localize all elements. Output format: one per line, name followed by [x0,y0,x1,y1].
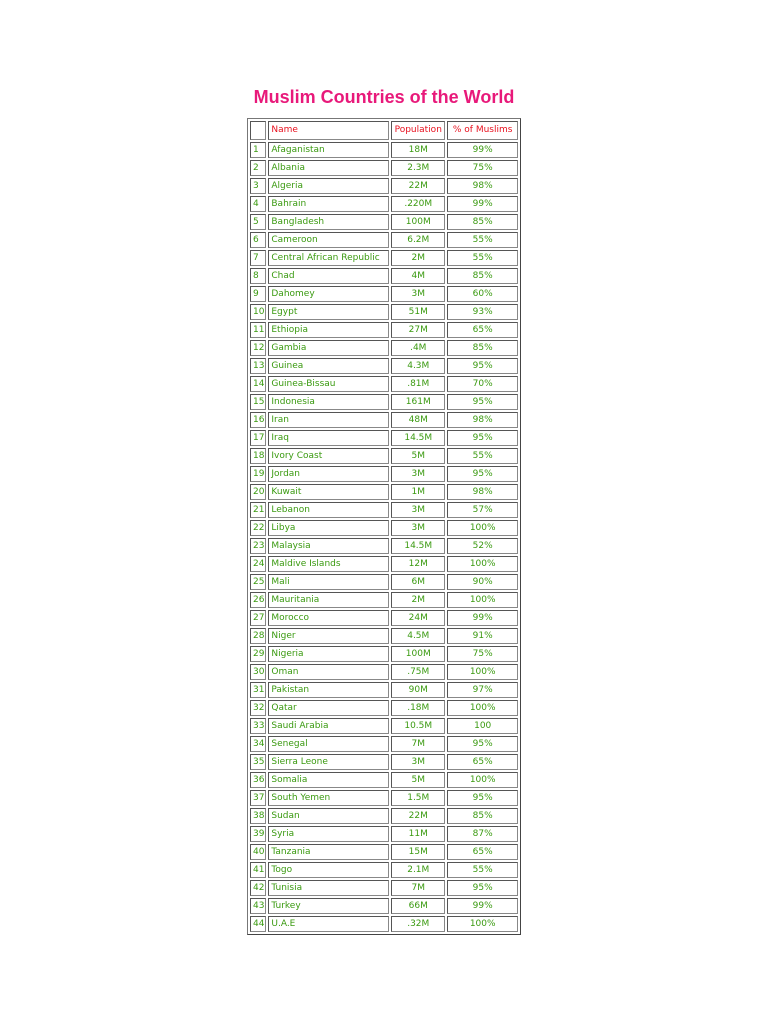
row-number: 20 [250,484,266,500]
percent-muslims-value: 65% [447,322,518,338]
table-row [250,412,518,428]
row-number: 10 [250,304,266,320]
population-value: 22M [391,178,445,194]
percent-muslims-value: 100% [447,664,518,680]
percent-muslims-value: 95% [447,466,518,482]
table-row [250,592,518,608]
row-number: 29 [250,646,266,662]
population-value: 11M [391,826,445,842]
row-number: 9 [250,286,266,302]
countries-table-container [247,118,521,935]
row-number: 14 [250,376,266,392]
percent-muslims-value: 99% [447,196,518,212]
row-number: 8 [250,268,266,284]
country-name: South Yemen [268,790,389,806]
row-number: 38 [250,808,266,824]
countries-table [247,118,521,935]
percent-muslims-value: 90% [447,574,518,590]
population-value: .75M [391,664,445,680]
row-number: 15 [250,394,266,410]
table-row [250,142,518,158]
percent-muslims-value: 100% [447,700,518,716]
table-row [250,574,518,590]
table-row [250,502,518,518]
row-number: 1 [250,142,266,158]
country-name: Maldive Islands [268,556,389,572]
population-value: 10.5M [391,718,445,734]
percent-muslims-value: 55% [447,448,518,464]
row-number: 7 [250,250,266,266]
table-row [250,898,518,914]
table-header-row [250,121,518,140]
population-value: 6M [391,574,445,590]
country-name: Morocco [268,610,389,626]
percent-muslims-value: 100 [447,718,518,734]
row-number: 5 [250,214,266,230]
population-value: 90M [391,682,445,698]
percent-muslims-value: 87% [447,826,518,842]
row-number: 26 [250,592,266,608]
country-name: Libya [268,520,389,536]
country-name: Niger [268,628,389,644]
table-row [250,304,518,320]
country-name: Dahomey [268,286,389,302]
page-title: Muslim Countries of the World [253,87,515,107]
population-value: .4M [391,340,445,356]
percent-muslims-value: 65% [447,754,518,770]
population-value: 4.3M [391,358,445,374]
country-name: Turkey [268,898,389,914]
percent-muslims-value: 75% [447,646,518,662]
country-name: Sierra Leone [268,754,389,770]
country-name: Tunisia [268,880,389,896]
row-number: 32 [250,700,266,716]
table-row [250,538,518,554]
row-number: 13 [250,358,266,374]
country-name: Afaganistan [268,142,389,158]
country-name: Senegal [268,736,389,752]
row-number: 12 [250,340,266,356]
table-row [250,376,518,392]
table-row [250,160,518,176]
population-value: 27M [391,322,445,338]
table-row [250,232,518,248]
population-value: 4M [391,268,445,284]
table-row [250,844,518,860]
population-value: 1M [391,484,445,500]
country-name: Guinea [268,358,389,374]
table-row [250,772,518,788]
percent-muslims-value: 52% [447,538,518,554]
population-value: .32M [391,916,445,932]
table-row [250,430,518,446]
country-name: Chad [268,268,389,284]
population-value: 3M [391,520,445,536]
percent-muslims-value: 100% [447,556,518,572]
row-number: 36 [250,772,266,788]
percent-muslims-value: 91% [447,628,518,644]
table-row [250,520,518,536]
country-name: Jordan [268,466,389,482]
population-value: 7M [391,880,445,896]
percent-muslims-value: 55% [447,250,518,266]
row-number: 40 [250,844,266,860]
country-name: Bahrain [268,196,389,212]
population-value: 3M [391,754,445,770]
population-value: .220M [391,196,445,212]
percent-muslims-value: 85% [447,268,518,284]
percent-muslims-value: 57% [447,502,518,518]
row-number: 16 [250,412,266,428]
table-row [250,862,518,878]
row-number: 21 [250,502,266,518]
country-name: Central African Republic [268,250,389,266]
percent-muslims-value: 100% [447,916,518,932]
row-number: 27 [250,610,266,626]
table-row [250,682,518,698]
table-row [250,700,518,716]
country-name: Saudi Arabia [268,718,389,734]
country-name: Guinea-Bissau [268,376,389,392]
population-value: 2.1M [391,862,445,878]
percent-muslims-value: 85% [447,214,518,230]
population-value: 3M [391,286,445,302]
country-name: Syria [268,826,389,842]
population-value: 4.5M [391,628,445,644]
header-num [250,121,266,140]
country-name: Togo [268,862,389,878]
table-row [250,340,518,356]
population-value: 14.5M [391,430,445,446]
row-number: 43 [250,898,266,914]
percent-muslims-value: 98% [447,178,518,194]
population-value: 2.3M [391,160,445,176]
table-row [250,448,518,464]
population-value: 12M [391,556,445,572]
row-number: 24 [250,556,266,572]
percent-muslims-value: 85% [447,808,518,824]
percent-muslims-value: 100% [447,520,518,536]
percent-muslims-value: 99% [447,898,518,914]
header-population: Population [391,121,445,140]
percent-muslims-value: 65% [447,844,518,860]
row-number: 42 [250,880,266,896]
country-name: Kuwait [268,484,389,500]
table-row [250,646,518,662]
header-name: Name [268,121,389,140]
country-name: Ethiopia [268,322,389,338]
country-name: Tanzania [268,844,389,860]
population-value: 1.5M [391,790,445,806]
row-number: 18 [250,448,266,464]
row-number: 2 [250,160,266,176]
population-value: 5M [391,448,445,464]
table-row [250,790,518,806]
country-name: Mali [268,574,389,590]
table-row [250,178,518,194]
percent-muslims-value: 95% [447,358,518,374]
table-row [250,196,518,212]
percent-muslims-value: 95% [447,430,518,446]
country-name: Iraq [268,430,389,446]
header-percent-muslims: % of Muslims [447,121,518,140]
percent-muslims-value: 55% [447,232,518,248]
row-number: 3 [250,178,266,194]
row-number: 11 [250,322,266,338]
table-row [250,826,518,842]
table-row [250,484,518,500]
table-row [250,736,518,752]
row-number: 23 [250,538,266,554]
table-row [250,628,518,644]
population-value: .18M [391,700,445,716]
country-name: Nigeria [268,646,389,662]
table-row [250,286,518,302]
country-name: Algeria [268,178,389,194]
population-value: 6.2M [391,232,445,248]
row-number: 41 [250,862,266,878]
table-row [250,718,518,734]
table-row [250,322,518,338]
country-name: Iran [268,412,389,428]
row-number: 34 [250,736,266,752]
table-row [250,808,518,824]
table-row [250,466,518,482]
row-number: 19 [250,466,266,482]
percent-muslims-value: 95% [447,736,518,752]
percent-muslims-value: 99% [447,142,518,158]
population-value: 18M [391,142,445,158]
table-row [250,214,518,230]
country-name: Indonesia [268,394,389,410]
table-row [250,754,518,770]
row-number: 28 [250,628,266,644]
country-name: Pakistan [268,682,389,698]
table-row [250,610,518,626]
country-name: Bangladesh [268,214,389,230]
percent-muslims-value: 70% [447,376,518,392]
row-number: 25 [250,574,266,590]
country-name: Oman [268,664,389,680]
population-value: 24M [391,610,445,626]
population-value: 3M [391,502,445,518]
table-row [250,916,518,932]
population-value: 100M [391,214,445,230]
population-value: 3M [391,466,445,482]
country-name: Qatar [268,700,389,716]
table-row [250,880,518,896]
population-value: 7M [391,736,445,752]
country-name: Gambia [268,340,389,356]
percent-muslims-value: 98% [447,412,518,428]
population-value: 2M [391,250,445,266]
percent-muslims-value: 55% [447,862,518,878]
row-number: 33 [250,718,266,734]
population-value: 14.5M [391,538,445,554]
table-row [250,664,518,680]
row-number: 17 [250,430,266,446]
country-name: Cameroon [268,232,389,248]
population-value: 48M [391,412,445,428]
percent-muslims-value: 100% [447,772,518,788]
row-number: 35 [250,754,266,770]
row-number: 44 [250,916,266,932]
country-name: U.A.E [268,916,389,932]
country-name: Malaysia [268,538,389,554]
country-name: Mauritania [268,592,389,608]
country-name: Sudan [268,808,389,824]
country-name: Albania [268,160,389,176]
percent-muslims-value: 93% [447,304,518,320]
population-value: 100M [391,646,445,662]
row-number: 37 [250,790,266,806]
table-row [250,394,518,410]
population-value: 22M [391,808,445,824]
population-value: 5M [391,772,445,788]
population-value: 66M [391,898,445,914]
percent-muslims-value: 85% [447,340,518,356]
row-number: 22 [250,520,266,536]
percent-muslims-value: 98% [447,484,518,500]
percent-muslims-value: 95% [447,394,518,410]
percent-muslims-value: 95% [447,790,518,806]
population-value: 15M [391,844,445,860]
table-row [250,358,518,374]
population-value: .81M [391,376,445,392]
row-number: 39 [250,826,266,842]
population-value: 51M [391,304,445,320]
country-name: Somalia [268,772,389,788]
table-row [250,268,518,284]
country-name: Ivory Coast [268,448,389,464]
table-row [250,250,518,266]
percent-muslims-value: 97% [447,682,518,698]
row-number: 31 [250,682,266,698]
table-row [250,556,518,572]
percent-muslims-value: 75% [447,160,518,176]
percent-muslims-value: 95% [447,880,518,896]
row-number: 6 [250,232,266,248]
population-value: 2M [391,592,445,608]
country-name: Egypt [268,304,389,320]
percent-muslims-value: 100% [447,592,518,608]
percent-muslims-value: 60% [447,286,518,302]
population-value: 161M [391,394,445,410]
row-number: 30 [250,664,266,680]
row-number: 4 [250,196,266,212]
country-name: Lebanon [268,502,389,518]
percent-muslims-value: 99% [447,610,518,626]
